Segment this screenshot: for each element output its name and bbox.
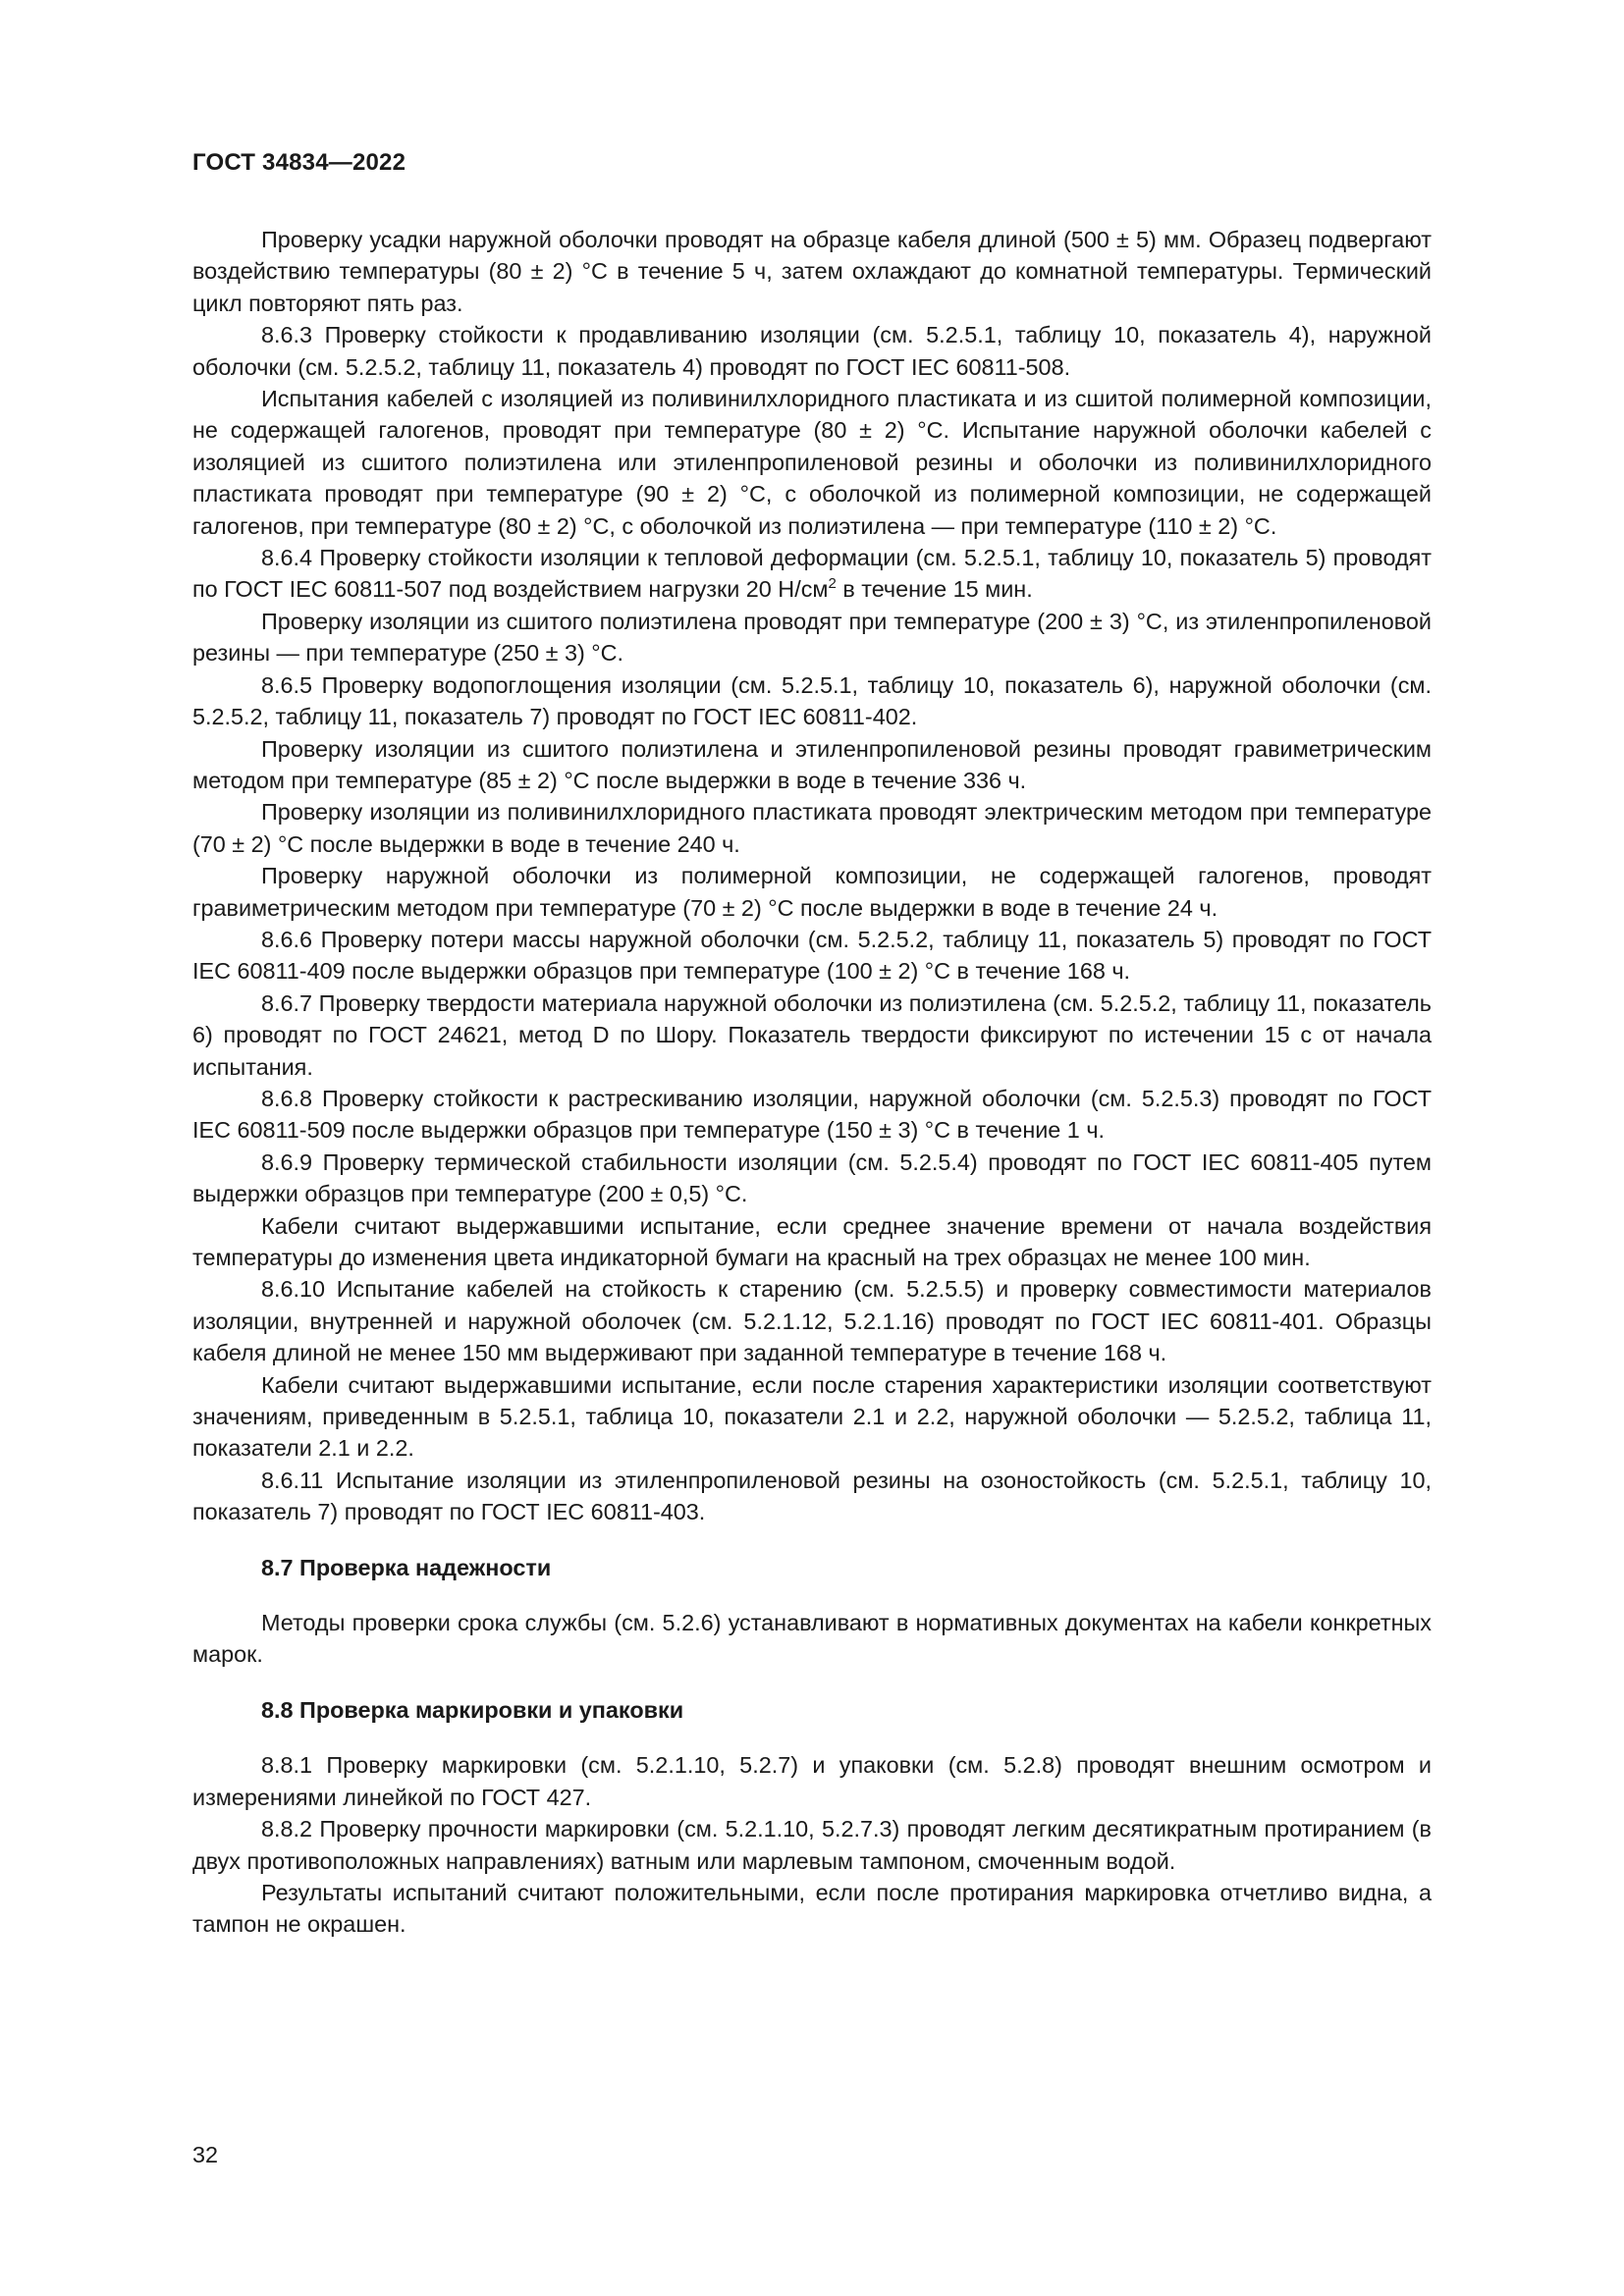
paragraph: Кабели считают выдержавшими испытание, если среднее значение времени от начала воздействия температуры до изменения цвета индикаторной бумаги на красный на трех образцах не менее 100 мин. xyxy=(192,1212,1432,1270)
paragraph: 8.8.1 Проверку маркировки (см. 5.2.1.10, 5.2.7) и упаковки (см. 5.2.8) проводят внешним осмотром и измерениями линейкой по ГОСТ 427. xyxy=(192,1752,1432,1810)
paragraph-text: в течение 15 мин. xyxy=(836,576,1033,603)
document-header: ГОСТ 34834—2022 xyxy=(192,149,406,176)
paragraph: Результаты испытаний считают положительными, если после протирания маркировка отчетливо видна, а тампон не окрашен. xyxy=(192,1879,1432,1938)
section-heading-8-8: 8.8 Проверка маркировки и упаковки xyxy=(261,1696,684,1723)
paragraph: 8.6.11 Испытание изоляции из этиленпропиленовой резины на озоностойкость (см. 5.2.5.1, таблицу 10, показатель 7) проводят по ГОСТ IEC 60811-403. xyxy=(192,1467,1432,1525)
paragraph: Проверку усадки наружной оболочки проводят на образце кабеля длиной (500 ± 5) мм. Образец подвергают воздействию температуры (80 ± 2) °С в течение 5 ч, затем охлаждают до комнатной температуры. Термический цикл повторяют пять раз. xyxy=(192,227,1432,316)
paragraph-text: 8.6.4 Проверку стойкости изоляции к тепловой деформации (см. 5.2.5.1, таблицу 10, показатель 5) проводят по ГОСТ IEC 60811-507 под воздействием нагрузки 20 Н/см xyxy=(192,545,1432,603)
paragraph: 8.6.6 Проверку потери массы наружной оболочки (см. 5.2.5.2, таблицу 11, показатель 5) проводят по ГОСТ IEC 60811-409 после выдержки образцов при температуре (100 ± 2) °С в течение 168 ч. xyxy=(192,926,1432,985)
section-heading-8-7: 8.7 Проверка надежности xyxy=(261,1554,552,1580)
paragraph: Испытания кабелей с изоляцией из поливинилхлоридного пластиката и из сшитой полимерной композиции, не содержащей галогенов, проводят при температуре (80 ± 2) °С. Испытание наружной оболочки кабелей с изоляцией из сшитого полиэтилена или этиленпропиленовой резины и оболочки из поливинилхлоридного пластиката проводят при температуре (90 ± 2) °С, с оболочкой из полимерной композиции, не содержащей галогенов, при температуре (80 ± 2) °С, с оболочкой из полиэтилена — при температуре (110 ± 2) °С. xyxy=(192,386,1432,539)
paragraph: Кабели считают выдержавшими испытание, если после старения характеристики изоляции соответствуют значениям, приведенным в 5.2.5.1, таблица 10, показатели 2.1 и 2.2, наружной оболочки — 5.2.5.2, таблица 11, показатели 2.1 и 2.2. xyxy=(192,1371,1432,1462)
paragraph: 8.6.8 Проверку стойкости к растрескиванию изоляции, наружной оболочки (см. 5.2.5.3) проводят по ГОСТ IEC 60811-509 после выдержки образцов при температуре (150 ± 3) °С в течение 1 ч. xyxy=(192,1085,1432,1144)
paragraph: 8.6.5 Проверку водопоглощения изоляции (см. 5.2.5.1, таблицу 10, показатель 6), наружной оболочки (см. 5.2.5.2, таблицу 11, показатель 7) проводят по ГОСТ IEC 60811-402. xyxy=(192,671,1432,730)
paragraph: Проверку наружной оболочки из полимерной композиции, не содержащей галогенов, проводят гравиметрическим методом при температуре (70 ± 2) °С после выдержки в воде в течение 24 ч. xyxy=(192,863,1432,921)
paragraph: Методы проверки срока службы (см. 5.2.6) устанавливают в нормативных документах на кабели конкретных марок. xyxy=(192,1610,1432,1668)
page-number: 32 xyxy=(192,2142,219,2167)
paragraph: 8.6.9 Проверку термической стабильности изоляции (см. 5.2.5.4) проводят по ГОСТ IEC 60811-405 путем выдержки образцов при температуре (200 ± 0,5) °С. xyxy=(192,1148,1432,1207)
paragraph: 8.8.2 Проверку прочности маркировки (см. 5.2.1.10, 5.2.7.3) проводят легким десятикратным протиранием (в двух противоположных направлениях) ватным или марлевым тампоном, смоченным водой. xyxy=(192,1816,1432,1874)
paragraph: 8.6.7 Проверку твердости материала наружной оболочки из полиэтилена (см. 5.2.5.2, таблицу 11, показатель 6) проводят по ГОСТ 24621, метод D по Шору. Показатель твердости фиксируют по истечении 15 с от начала испытания. xyxy=(192,989,1432,1080)
paragraph: 8.6.3 Проверку стойкости к продавливанию изоляции (см. 5.2.5.1, таблицу 10, показатель 4), наружной оболочки (см. 5.2.5.2, таблицу 11, показатель 4) проводят по ГОСТ IEC 60811-508. xyxy=(192,322,1432,380)
paragraph: Проверку изоляции из сшитого полиэтилена проводят при температуре (200 ± 3) °С, из этиленпропиленовой резины — при температуре (250 ± 3) °С. xyxy=(192,608,1432,667)
paragraph: 8.6.10 Испытание кабелей на стойкость к старению (см. 5.2.5.5) и проверку совместимости материалов изоляции, внутренней и наружной оболочек (см. 5.2.1.12, 5.2.1.16) проводят по ГОСТ IEC 60811-401. Образцы кабеля длиной не менее 150 мм выдерживают при заданной температуре в течение 168 ч. xyxy=(192,1276,1432,1366)
superscript: 2 xyxy=(828,575,837,593)
paragraph: Проверку изоляции из сшитого полиэтилена и этиленпропиленовой резины проводят гравиметрическим методом при температуре (85 ± 2) °С после выдержки в воде в течение 336 ч. xyxy=(192,735,1432,793)
document-body xyxy=(192,224,1432,1941)
paragraph xyxy=(192,542,1432,606)
paragraph: Проверку изоляции из поливинилхлоридного пластиката проводят электрическим методом при температуре (70 ± 2) °С после выдержки в воде в течение 240 ч. xyxy=(192,799,1432,857)
